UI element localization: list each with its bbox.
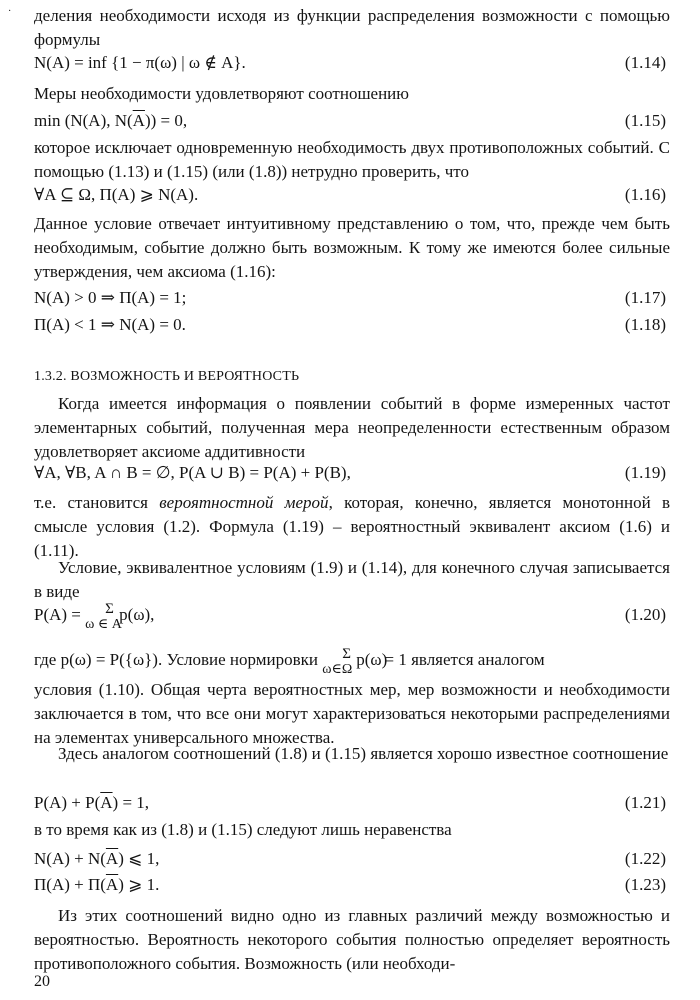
equation-number: (1.21) [624, 793, 666, 812]
equation-number: (1.23) [624, 875, 666, 894]
equation-1-19 [34, 460, 666, 486]
equation-formula: ∀A, ∀B, A ∩ B = ∅, P(A ∪ B) = P(A) + P(B), [34, 463, 351, 482]
summation: Σ ω ∈ A p(ω), [85, 601, 155, 632]
equation-1-15 [34, 108, 666, 134]
normalization-summation: Σ ω∈Ω p(ω) [322, 646, 388, 677]
equation-1-20 [34, 602, 666, 638]
equation-1-22 [34, 846, 666, 872]
paragraph-9: условия (1.10). Общая черта вероятностных мер, мер возможности и необходимости заключается в том, что все они могут характеризоваться некоторыми распределениями на элементах универсального множества. [34, 680, 670, 747]
equation-1-21 [34, 790, 666, 816]
paragraph-7: Условие, эквивалентное условиям (1.9) и (1.14), для конечного случая записывается в виде [34, 558, 670, 601]
equation-number: (1.18) [624, 315, 666, 334]
equation-number: (1.19) [624, 463, 666, 482]
equation-number: (1.20) [624, 605, 666, 624]
equation-number: (1.15) [624, 111, 666, 130]
equation-1-16 [34, 182, 666, 208]
equation-number: (1.16) [624, 185, 666, 204]
equation-formula: N(A) = inf {1 − π(ω) | ω ∉ A}. [34, 53, 246, 72]
paragraph-8: где p(ω) = P({ω}). Условие нормировки Σ ω∈Ω p(ω) = 1 является аналогом [34, 646, 545, 677]
page-number: 20 [34, 973, 50, 990]
equation-formula: min (N(A), $N(\overline{A})) = 0$, [34, 111, 188, 130]
equation-formula: Π(A) < 1 ⇒ N(A) = 0. [34, 315, 186, 334]
equation-number: (1.17) [624, 288, 666, 307]
paragraph-1: деления необходимости исходя из функции распределения возможности с помощью формулы [34, 6, 670, 49]
paragraph-5: Когда имеется информация о появлении событий в форме измеренных частот элементарных событий, полученная мера неопределенности естественным образом удовлетворяет аксиоме аддитивности [34, 394, 670, 461]
equation-number: (1.22) [624, 849, 666, 868]
paragraph-12: Из этих соотношений видно одно из главных различий между возможностью и вероятностью. Вероятность некоторого события полностью определяет вероятность противоположного события. Возможность (или необходи- [34, 906, 670, 973]
equation-1-14 [34, 50, 666, 76]
equation-formula: $N(A) + N(\overline{A})$ ⩽ 1, [34, 849, 160, 868]
paragraph-4: Данное условие отвечает интуитивному представлению о том, что, прежде чем быть необходимым, событие должно быть возможным. К тому же имеются более сильные утверждения, чем аксиома (1.16): [34, 214, 670, 281]
section-heading: 1.3.2. ВОЗМОЖНОСТЬ И ВЕРОЯТНОСТЬ [34, 369, 300, 384]
equation-formula: $P(A) + P(\overline{A}) = 1$, [34, 793, 150, 812]
paragraph-6: т.е. становится вероятностной мерой, которая, конечно, является монотонной в смысле условия (1.2). Формула (1.19) – вероятностный эквивалент аксиом (1.6) и (1.11). [34, 493, 670, 560]
equation-1-18 [34, 312, 666, 338]
paragraph-2: Меры необходимости удовлетворяют соотношению [34, 84, 409, 103]
paragraph-3: которое исключает одновременную необходимость двух противоположных событий. С помощью (1.13) и (1.15) (или (1.8)) нетрудно проверить, что [34, 138, 670, 181]
equation-formula: ∀A ⊆ Ω, Π(A) ⩾ N(A). [34, 185, 199, 204]
paragraph-10: Здесь аналогом соотношений (1.8) и (1.15) является хорошо известное соотношение [58, 744, 669, 763]
equation-formula: P(A) = Σ ω ∈ A p(ω), [34, 601, 155, 632]
equation-number: (1.14) [624, 53, 666, 72]
stray-mark: · [8, 6, 12, 17]
paragraph-11: в то время как из (1.8) и (1.15) следуют лишь неравенства [34, 820, 452, 839]
emphasis-term: вероятностной мерой [159, 493, 329, 512]
equation-1-17 [34, 285, 666, 311]
equation-formula: N(A) > 0 ⇒ Π(A) = 1; [34, 288, 187, 307]
equation-formula: $\Pi(A) + \Pi(\overline{A})$ ⩾ 1. [34, 875, 160, 894]
equation-1-23 [34, 872, 666, 898]
